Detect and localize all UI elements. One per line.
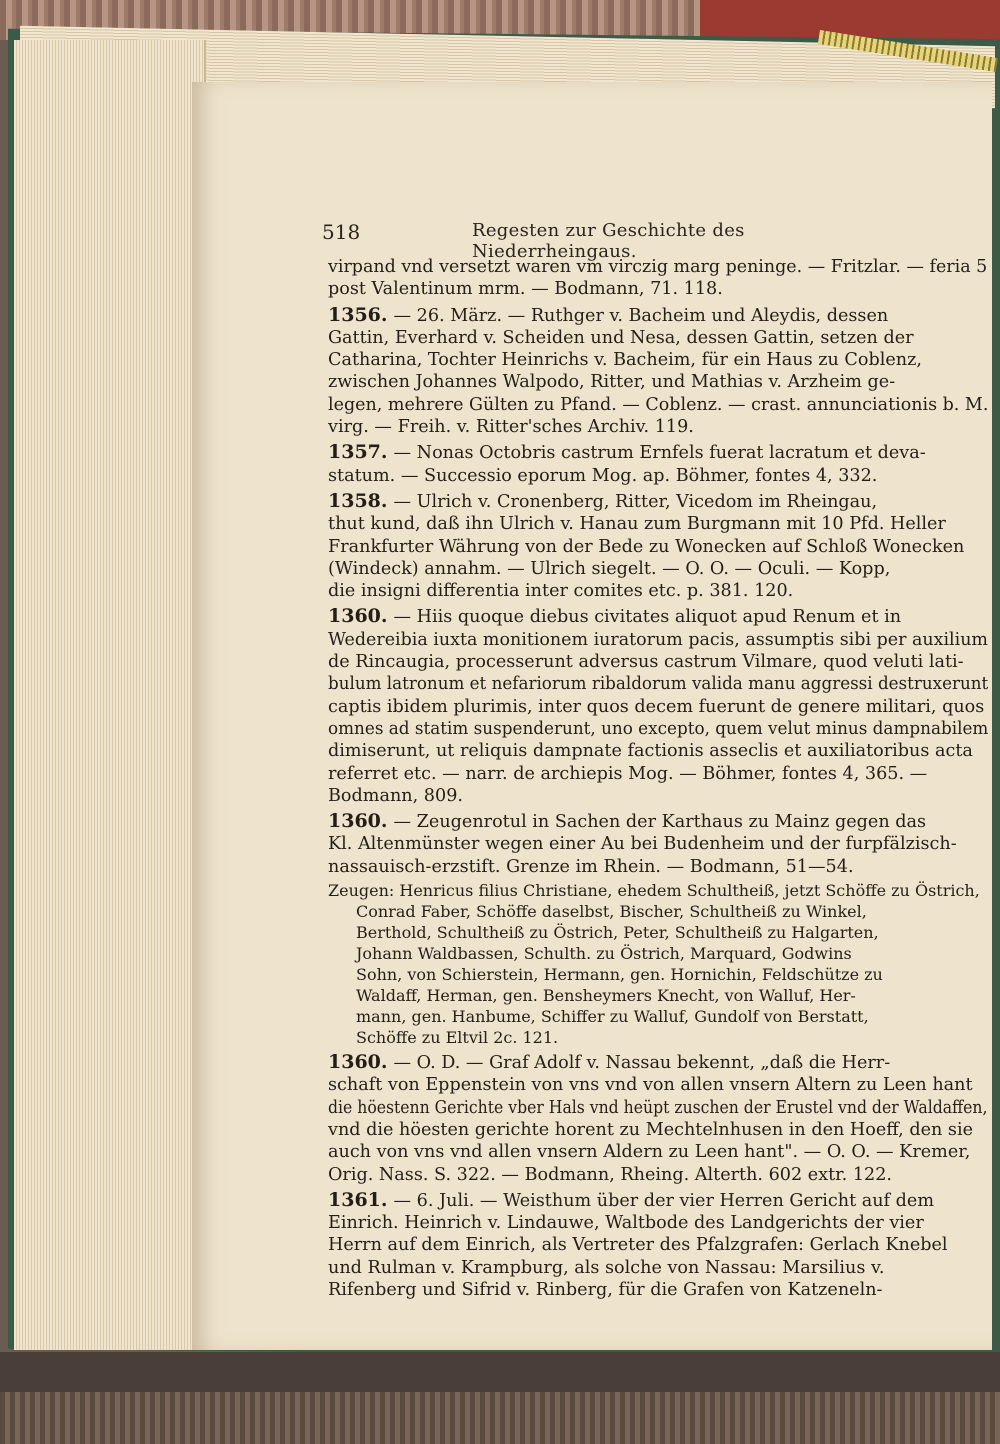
witness-line: Johann Waldbassen, Schulth. zu Östrich, Marquard, Godwins — [356, 944, 852, 964]
witness-line: Conrad Faber, Schöffe daselbst, Bischer, Schultheiß zu Winkel, — [356, 902, 867, 922]
text-line: Wedereibia iuxta monitionem iuratorum pacis, assumptis sibi per auxilium — [328, 629, 988, 650]
text-line: post Valentinum mrm. — Bodmann, 71. 118. — [328, 279, 723, 300]
entry-1358 — [328, 490, 978, 602]
text-line: virpand vnd versetzt waren vm virczig marg peninge. — Fritzlar. — feria 5 — [328, 257, 988, 277]
entry-number: 1358. — [328, 489, 388, 512]
text-line: (Windeck) annahm. — Ulrich siegelt. — O. O. — Oculi. — Kopp, — [328, 558, 891, 579]
entry-1360-c — [328, 1051, 988, 1186]
text-line: Einrich. Heinrich v. Lindauwe, Waltbode des Landgerichts der vier — [328, 1213, 924, 1234]
text-line: — 26. März. — Ruthger v. Bacheim und Aleydis, dessen — [393, 305, 889, 326]
witness-line: Schöffe zu Eltvil 2c. 121. — [356, 1028, 559, 1048]
text-line: captis ibidem plurimis, inter quos decem fuerunt de genere militari, quos — [328, 696, 985, 717]
entry-number: 1360. — [328, 810, 388, 833]
text-line: nassauisch-erzstift. Grenze im Rhein. — Bodmann, 51—54. — [328, 856, 854, 877]
entry-1360-a — [328, 605, 989, 807]
background-bottom — [0, 1352, 1000, 1444]
entry-1356 — [328, 303, 989, 439]
text-line: Bodmann, 809. — [328, 785, 463, 806]
page-number: 518 — [322, 220, 361, 244]
entry-number: 1361. — [328, 1188, 388, 1211]
witness-line: mann, gen. Hanbume, Schiffer zu Walluf, Gundolf von Berstatt, — [356, 1007, 869, 1027]
text-line: die höestenn Gerichte vber Hals vnd heüpt zuschen der Erustel vnd der Waldaffen, — [328, 1097, 988, 1118]
text-line: — O. D. — Graf Adolf v. Nassau bekennt, „daß die Herr- — [393, 1053, 891, 1074]
text-line: Gattin, Everhard v. Scheiden und Nesa, dessen Gattin, setzen der — [328, 327, 914, 348]
witness-line: Waldaff, Herman, gen. Bensheymers Knecht, von Walluf, Her- — [356, 986, 856, 1006]
text-line: — Hiis quoque diebus civitates aliquot apud Renum et in — [393, 607, 902, 628]
text-line: zwischen Johannes Walpodo, Ritter, und Mathias v. Arzheim ge- — [328, 372, 896, 393]
text-line: und Rulman v. Krampburg, als solche von Nassau: Marsilius v. — [328, 1257, 885, 1278]
running-head — [322, 220, 822, 262]
entry-1357 — [328, 441, 978, 487]
entry-number: 1357. — [328, 441, 388, 464]
text-line: referret etc. — narr. de archiepis Mog. — Böhmer, fontes 4, 365. — — [328, 763, 928, 784]
entry-number: 1356. — [328, 303, 388, 326]
text-line: die insigni differentia inter comites etc. p. 381. 120. — [328, 581, 794, 602]
text-line: auch von vns vnd allen vnsern Aldern zu Leen hant". — O. O. — Kremer, — [328, 1142, 971, 1163]
text-line: legen, mehrere Gülten zu Pfand. — Coblenz. — crast. annunciationis b. M. — [328, 394, 989, 415]
entry-continued — [328, 256, 988, 301]
text-line: bulum latronum et nefariorum ribaldorum valida manu aggressi destruxerunt — [328, 674, 989, 695]
text-line: — Zeugenrotul in Sachen der Karthaus zu Mainz gegen das — [393, 812, 927, 833]
witness-line: Sohn, von Schierstein, Hermann, gen. Hornichin, Feldschütze zu — [356, 965, 883, 985]
text-line: Frankfurter Währung von der Bede zu Wonecken auf Schloß Wonecken — [328, 536, 965, 557]
text-line: omnes ad statim suspenderunt, uno excepto, quem velut minus dampnabilem — [328, 718, 989, 739]
text-line: Rifenberg und Sifrid v. Rinberg, für die Grafen von Katzeneln- — [328, 1279, 883, 1300]
text-line: de Rincaugia, processerunt adversus castrum Vilmare, quod veluti lati- — [328, 652, 964, 673]
text-line: virg. — Freih. v. Ritter'sches Archiv. 119. — [328, 417, 694, 438]
text-line: schaft von Eppenstein von vns vnd von allen vnsern Altern zu Leen hant — [328, 1075, 973, 1096]
witness-line: Zeugen: Henricus filius Christiane, ehedem Schultheiß, jetzt Schöffe zu Östrich, — [328, 881, 980, 901]
text-line: — Nonas Octobris castrum Ernfels fuerat lacratum et deva- — [393, 443, 926, 464]
entry-number: 1360. — [328, 605, 388, 628]
text-line: Orig. Nass. S. 322. — Bodmann, Rheing. Alterth. 602 extr. 122. — [328, 1164, 893, 1185]
text-line: dimiserunt, ut reliquis dampnate factionis asseclis et auxiliatoribus acta — [328, 741, 973, 762]
text-line: Herrn auf dem Einrich, als Vertreter des Pfalzgrafen: Gerlach Knebel — [328, 1235, 948, 1256]
document-body — [328, 256, 989, 1304]
text-line: statum. — Successio eporum Mog. ap. Böhmer, fontes 4, 332. — [328, 465, 878, 486]
text-line: thut kund, daß ihn Ulrich v. Hanau zum Burgmann mit 10 Pfd. Heller — [328, 514, 946, 535]
entry-1360-b — [328, 810, 978, 1048]
entry-1361 — [328, 1189, 978, 1301]
page-title: Regesten zur Geschichte des Niederrheingaus. — [472, 220, 745, 262]
text-line: vnd die höesten gerichte horent zu Mechtelnhusen in den Hoeff, den sie — [328, 1119, 973, 1140]
text-line: — 6. Juli. — Weisthum über der vier Herren Gericht auf dem — [393, 1190, 935, 1211]
witness-line: Berthold, Schultheiß zu Östrich, Peter, Schultheiß zu Halgarten, — [356, 923, 879, 943]
witness-list — [328, 880, 978, 1048]
entry-number: 1360. — [328, 1051, 388, 1074]
text-line: Catharina, Tochter Heinrichs v. Bacheim, für ein Haus zu Coblenz, — [328, 350, 922, 371]
text-line: — Ulrich v. Cronenberg, Ritter, Vicedom im Rheingau, — [393, 491, 878, 512]
text-line: Kl. Altenmünster wegen einer Au bei Budenheim und der furpfälzisch- — [328, 834, 957, 855]
page-stack-left-edges — [14, 40, 206, 1350]
